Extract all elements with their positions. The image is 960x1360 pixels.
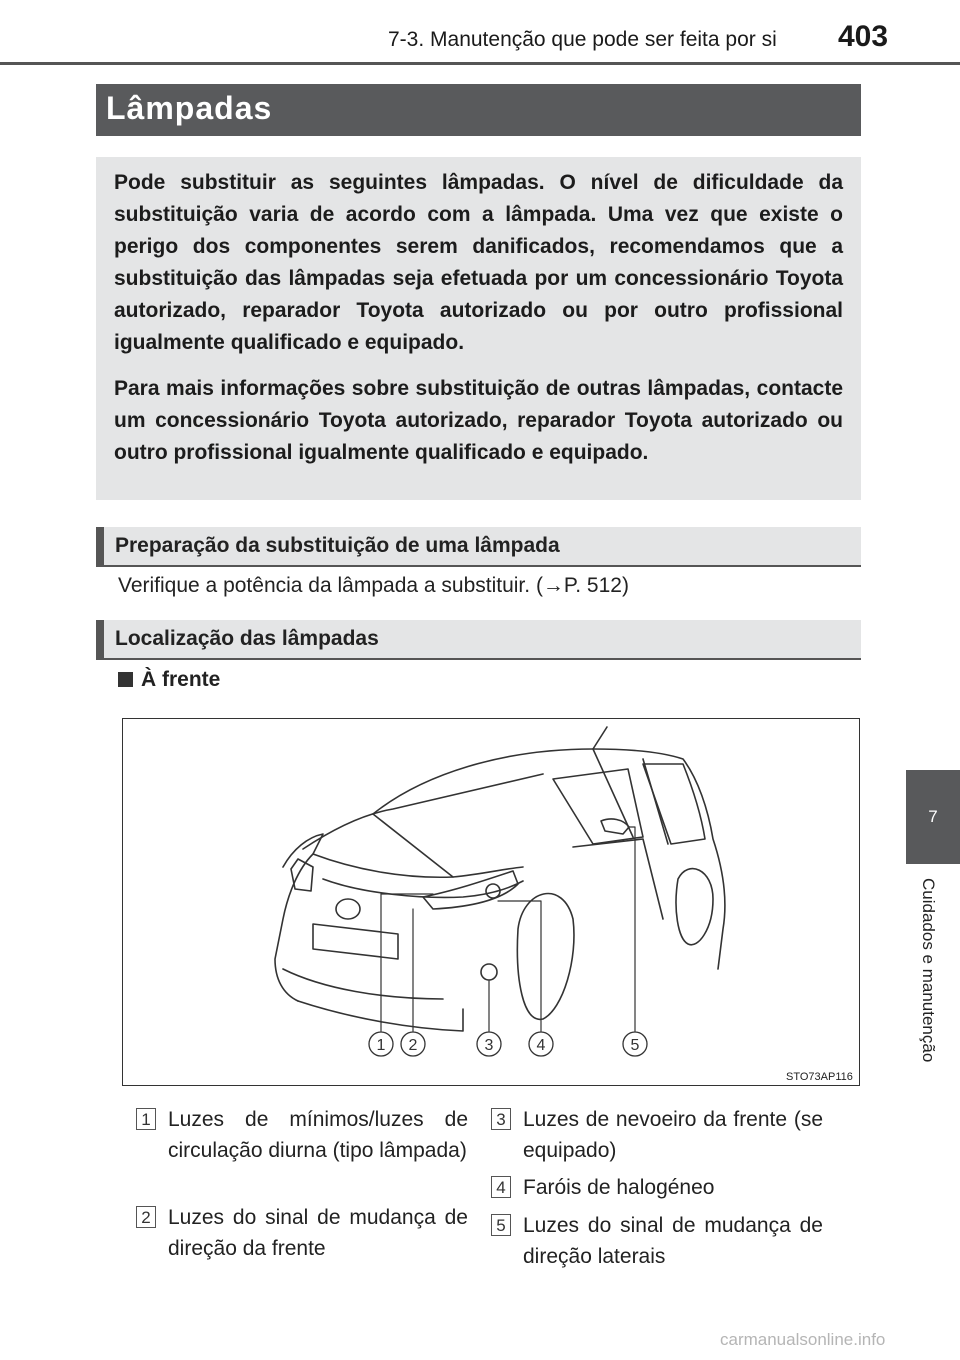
header-divider [0, 62, 960, 65]
fog-light [481, 964, 497, 980]
callout-label-4: 4 [536, 1037, 546, 1054]
license-plate [313, 924, 398, 959]
car-illustration-frame [122, 718, 860, 1086]
legend-text-2: Luzes do sinal de mudança de direção da frente [168, 1206, 468, 1260]
chapter-tab[interactable]: 7 [906, 770, 960, 864]
a-pillar [373, 814, 453, 877]
front-side-window [553, 769, 643, 844]
front-grille-top [323, 879, 523, 897]
legend-text-1: Luzes de mínimos/luzes de circulação diurna (tipo lâmpada) [168, 1108, 468, 1162]
intro-paragraph-1: Pode substituir as seguintes lâmpadas. O nível de dificuldade da substituição varia de acordo com a lâmpada. Uma vez que existe o perigo dos componentes serem danificados, recomendamos que a substituição das lâmpadas seja efetuada por um concessionário Toyota autorizado, reparador Toyota autorizado ou por outro profissional igualmente qualificado e equipado. [114, 171, 843, 354]
legend-number-3: 3 [491, 1108, 511, 1130]
lower-grille [283, 969, 443, 999]
section-heading-preparation [96, 527, 861, 567]
intro-box [96, 157, 861, 500]
section-bar [96, 527, 104, 565]
front-wheel [517, 894, 574, 1020]
page-number: 403 [838, 20, 889, 53]
left-headlight [291, 859, 313, 891]
watermark: carmanualsonline.info [720, 1330, 886, 1349]
side-mirror [601, 819, 629, 834]
hood-top [313, 854, 523, 877]
chapter-title: Cuidados e manutenção [919, 878, 938, 1063]
legend-text-5: Luzes do sinal de mudança de direção laterais [523, 1214, 823, 1268]
legend-number-2: 2 [136, 1206, 156, 1228]
callout-line-5 [629, 827, 635, 1031]
legend-number-5: 5 [491, 1214, 511, 1236]
rear-wheel [676, 869, 713, 945]
windshield-top [303, 774, 543, 849]
header-section-title: 7-3. Manutenção que pode ser feita por si [388, 28, 777, 51]
callout-label-5: 5 [630, 1037, 640, 1054]
callout-label-1: 1 [376, 1037, 386, 1054]
callout-label-3: 3 [484, 1037, 494, 1054]
legend-number-1: 1 [136, 1108, 156, 1130]
subheading-front-text: À frente [141, 668, 221, 691]
section-heading-location [96, 620, 861, 660]
toyota-emblem [336, 899, 360, 919]
legend-text-3: Luzes de nevoeiro da frente (se equipado) [523, 1108, 823, 1162]
car-roof-outline [373, 749, 725, 969]
door-line [573, 839, 663, 919]
subheading-front [118, 668, 220, 692]
section-title-preparation: Preparação da substituição de uma lâmpada [115, 534, 560, 557]
callout-label-2: 2 [408, 1037, 418, 1054]
page-title: Lâmpadas [106, 90, 273, 126]
figure-code: STO73AP116 [786, 1071, 853, 1083]
rear-side-window [643, 764, 705, 844]
section-bar [96, 620, 104, 658]
legend-text-4: Faróis de halogéneo [523, 1176, 715, 1199]
antenna [593, 727, 607, 749]
intro-paragraph-2: Para mais informações sobre substituição de outras lâmpadas, contacte um concessionário Toyota autorizado, reparador Toyota autorizado ou outro profissional igualmente qualificado e equipado. [114, 377, 843, 464]
chapter-side-label [904, 878, 944, 1118]
preparation-text: Verifique a potência da lâmpada a substituir. (→P. 512) [118, 574, 629, 597]
page-title-banner [96, 84, 861, 136]
car-front-illustration [123, 719, 859, 1085]
legend-number-4: 4 [491, 1176, 511, 1198]
square-bullet-icon [118, 672, 133, 687]
section-title-location: Localização das lâmpadas [115, 627, 379, 650]
